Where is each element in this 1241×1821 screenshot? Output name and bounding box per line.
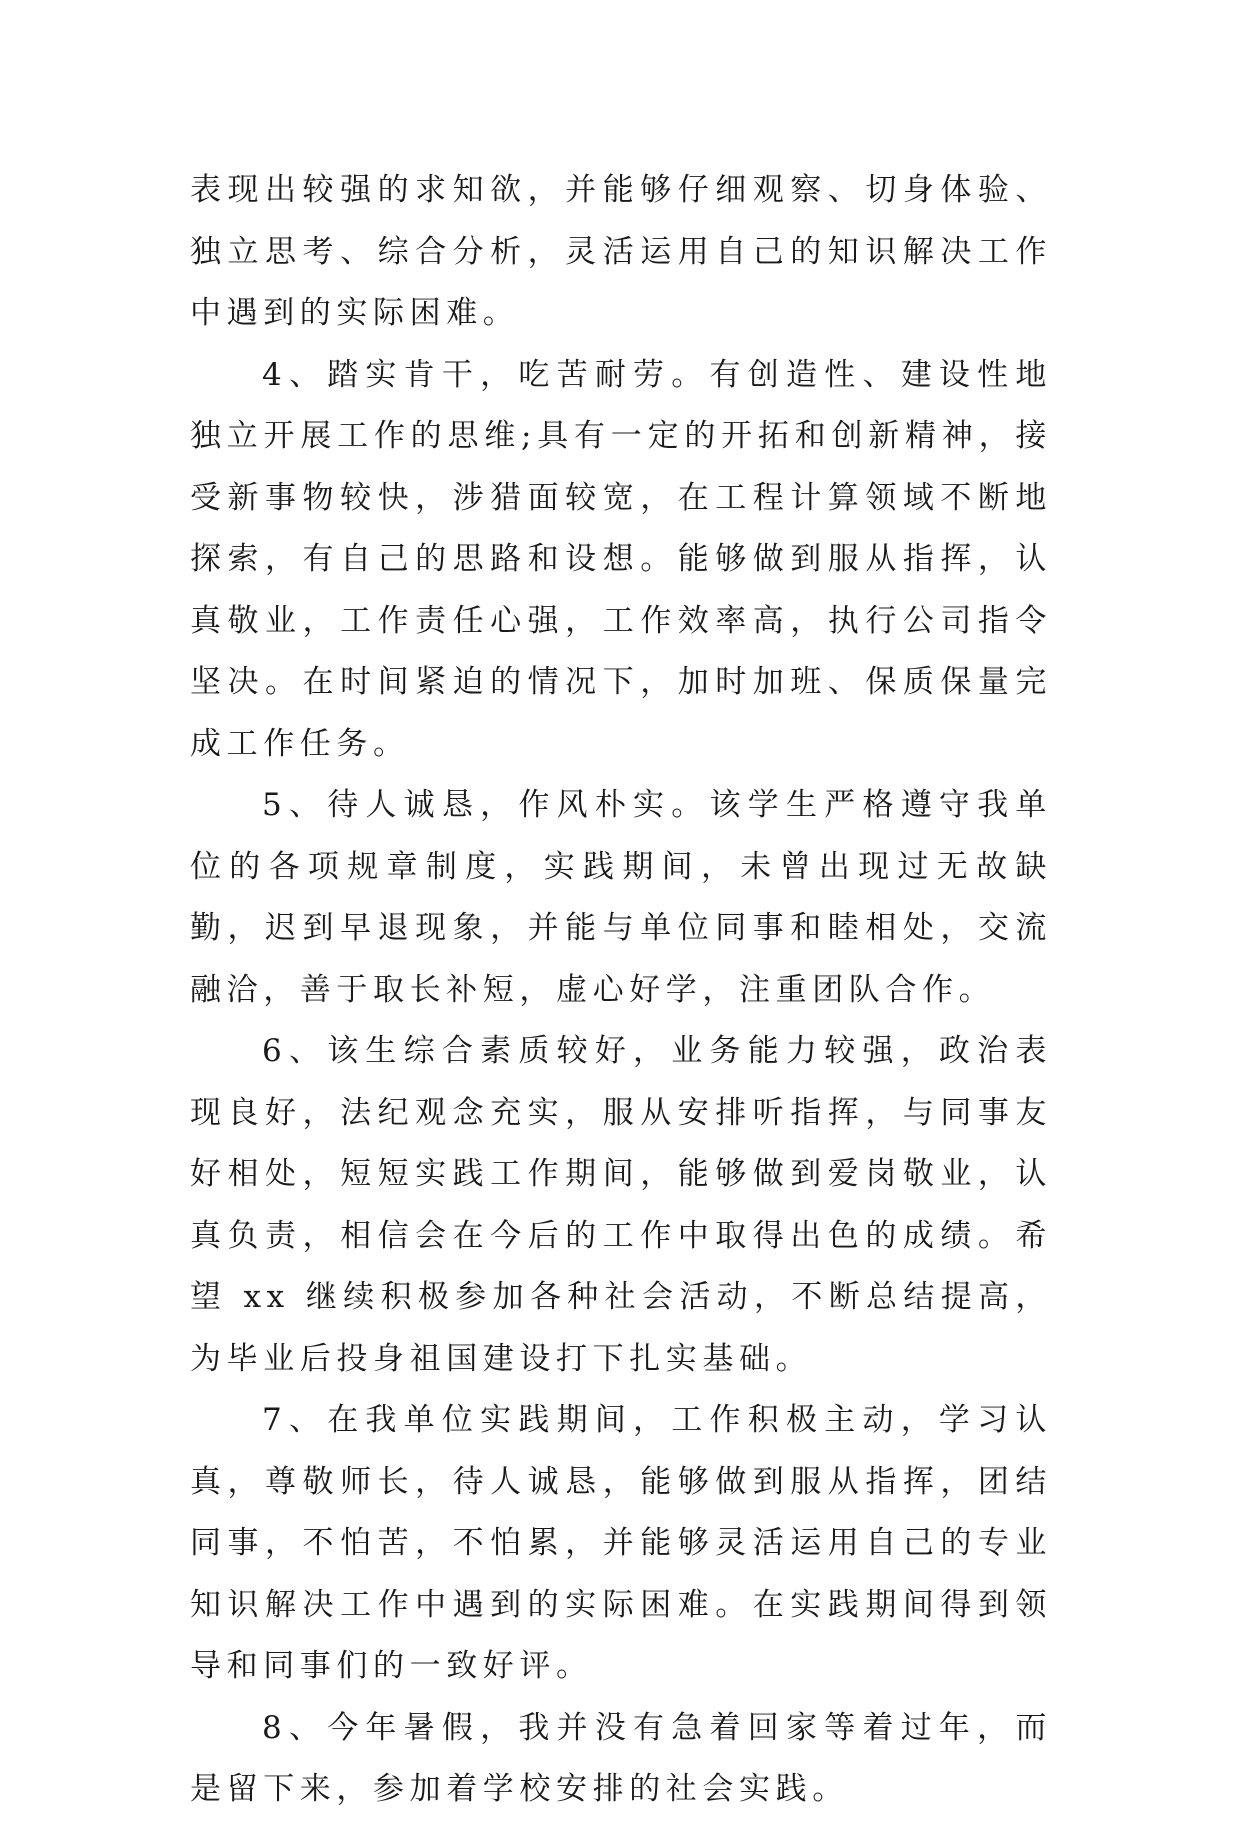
document-body [190,160,1052,1821]
paragraph-item-6: 6、该生综合素质较好，业务能力较强，政治表现良好，法纪观念充实，服从安排听指挥，与同事友好相处，短短实践工作期间，能够做到爱岗敬业，认真负责，相信会在今后的工作中取得出色的成绩。希望 xx 继续积极参加各种社会活动，不断总结提高，为毕业后投身祖国建设打下扎实基础。 [190,1033,1052,1377]
paragraph-item-5: 5、待人诚恳，作风朴实。该学生严格遵守我单位的各项规章制度，实践期间，未曾出现过无故缺勤，迟到早退现象，并能与单位同事和睦相处，交流融洽，善于取长补短，虚心好学，注重团队合作。 [190,787,1052,1008]
paragraph-item-4: 4、踏实肯干，吃苦耐劳。有创造性、建设性地独立开展工作的思维;具有一定的开拓和创新精神，接受新事物较快，涉猎面较宽，在工程计算领域不断地探索，有自己的思路和设想。能够做到服从指挥，认真敬业，工作责任心强，工作效率高，执行公司指令坚决。在时间紧迫的情况下，加时加班、保质保量完成工作任务。 [190,356,1052,762]
paragraph-item-7: 7、在我单位实践期间，工作积极主动，学习认真，尊敬师长，待人诚恳，能够做到服从指挥，团结同事，不怕苦，不怕累，并能够灵活运用自己的专业知识解决工作中遇到的实际困难。在实践期间得到领导和同事们的一致好评。 [190,1402,1052,1684]
paragraph-item-8: 8、今年暑假，我并没有急着回家等着过年，而是留下来，参加着学校安排的社会实践。 [190,1709,1052,1807]
paragraph-continuation: 表现出较强的求知欲，并能够仔细观察、切身体验、独立思考、综合分析，灵活运用自己的知识解决工作中遇到的实际困难。 [190,172,1052,331]
